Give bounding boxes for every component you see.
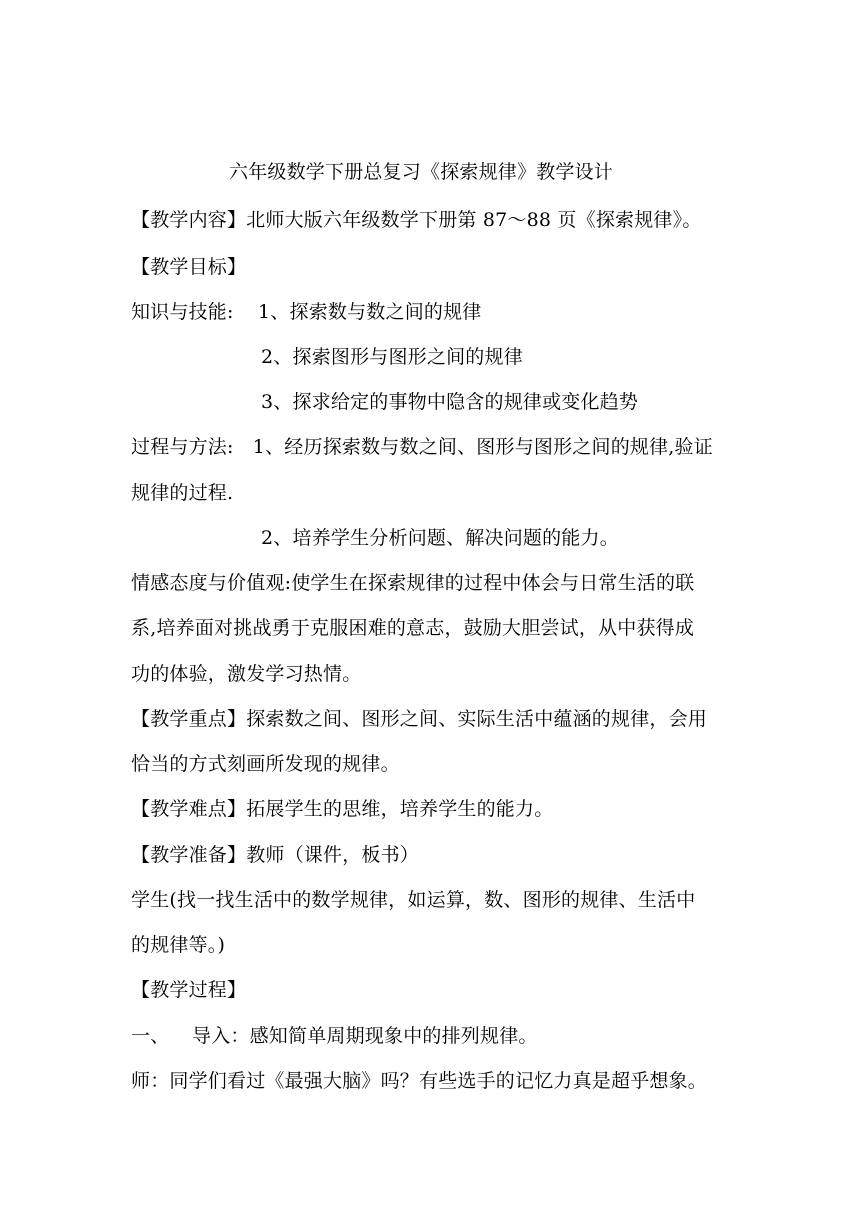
teacher-dialogue-line: 师：同学们看过《最强大脑》吗？有些选手的记忆力真是超乎想象。	[131, 1070, 708, 1092]
knowledge-label: 知识与技能:	[131, 301, 234, 323]
process-method-item-2: 2、培养学生分析问题、解决问题的能力。	[261, 527, 619, 549]
teaching-difficulty-line: 【教学难点】拓展学生的思维，培养学生的能力。	[131, 798, 554, 820]
knowledge-item-3: 3、探求给定的事物中隐含的规律或变化趋势	[261, 391, 639, 413]
emotion-values-line-1: 情感态度与价值观:使学生在探索规律的过程中体会与日常生活的联	[131, 572, 695, 594]
emotion-values-line-3: 功的体验，激发学习热情。	[131, 663, 362, 685]
teaching-preparation-line: 【教学准备】教师（课件，板书）	[131, 844, 420, 866]
step-1-number: 一、	[131, 1025, 170, 1047]
step-1-text: 导入：感知简单周期现象中的排列规律。	[192, 1025, 538, 1047]
teaching-content-line: 【教学内容】北师大版六年级数学下册第 87～88 页《探索规律》。	[131, 209, 702, 231]
teaching-process-heading: 【教学过程】	[131, 979, 247, 1001]
emotion-values-line-2: 系,培养面对挑战勇于克服困难的意志，鼓励大胆尝试，从中获得成	[131, 617, 695, 639]
process-method-line-1: 过程与方法: 1、经历探索数与数之间、图形与图形之间的规律,验证	[131, 436, 713, 458]
student-preparation-line-1: 学生(找一找生活中的数学规律，如运算，数、图形的规律、生活中	[131, 889, 696, 911]
student-preparation-line-2: 的规律等。)	[131, 934, 226, 956]
teaching-key-line-1: 【教学重点】探索数之间、图形之间、实际生活中蕴涵的规律，会用	[131, 708, 708, 730]
knowledge-item-1: 1、探索数与数之间的规律	[258, 301, 482, 323]
teaching-goals-heading: 【教学目标】	[131, 256, 247, 278]
knowledge-item-2: 2、探索图形与图形之间的规律	[261, 346, 523, 368]
teaching-key-line-2: 恰当的方式刻画所发现的规律。	[131, 753, 400, 775]
process-method-line-2: 规律的过程.	[131, 482, 234, 504]
document-title: 六年级数学下册总复习《探索规律》教学设计	[229, 161, 614, 183]
